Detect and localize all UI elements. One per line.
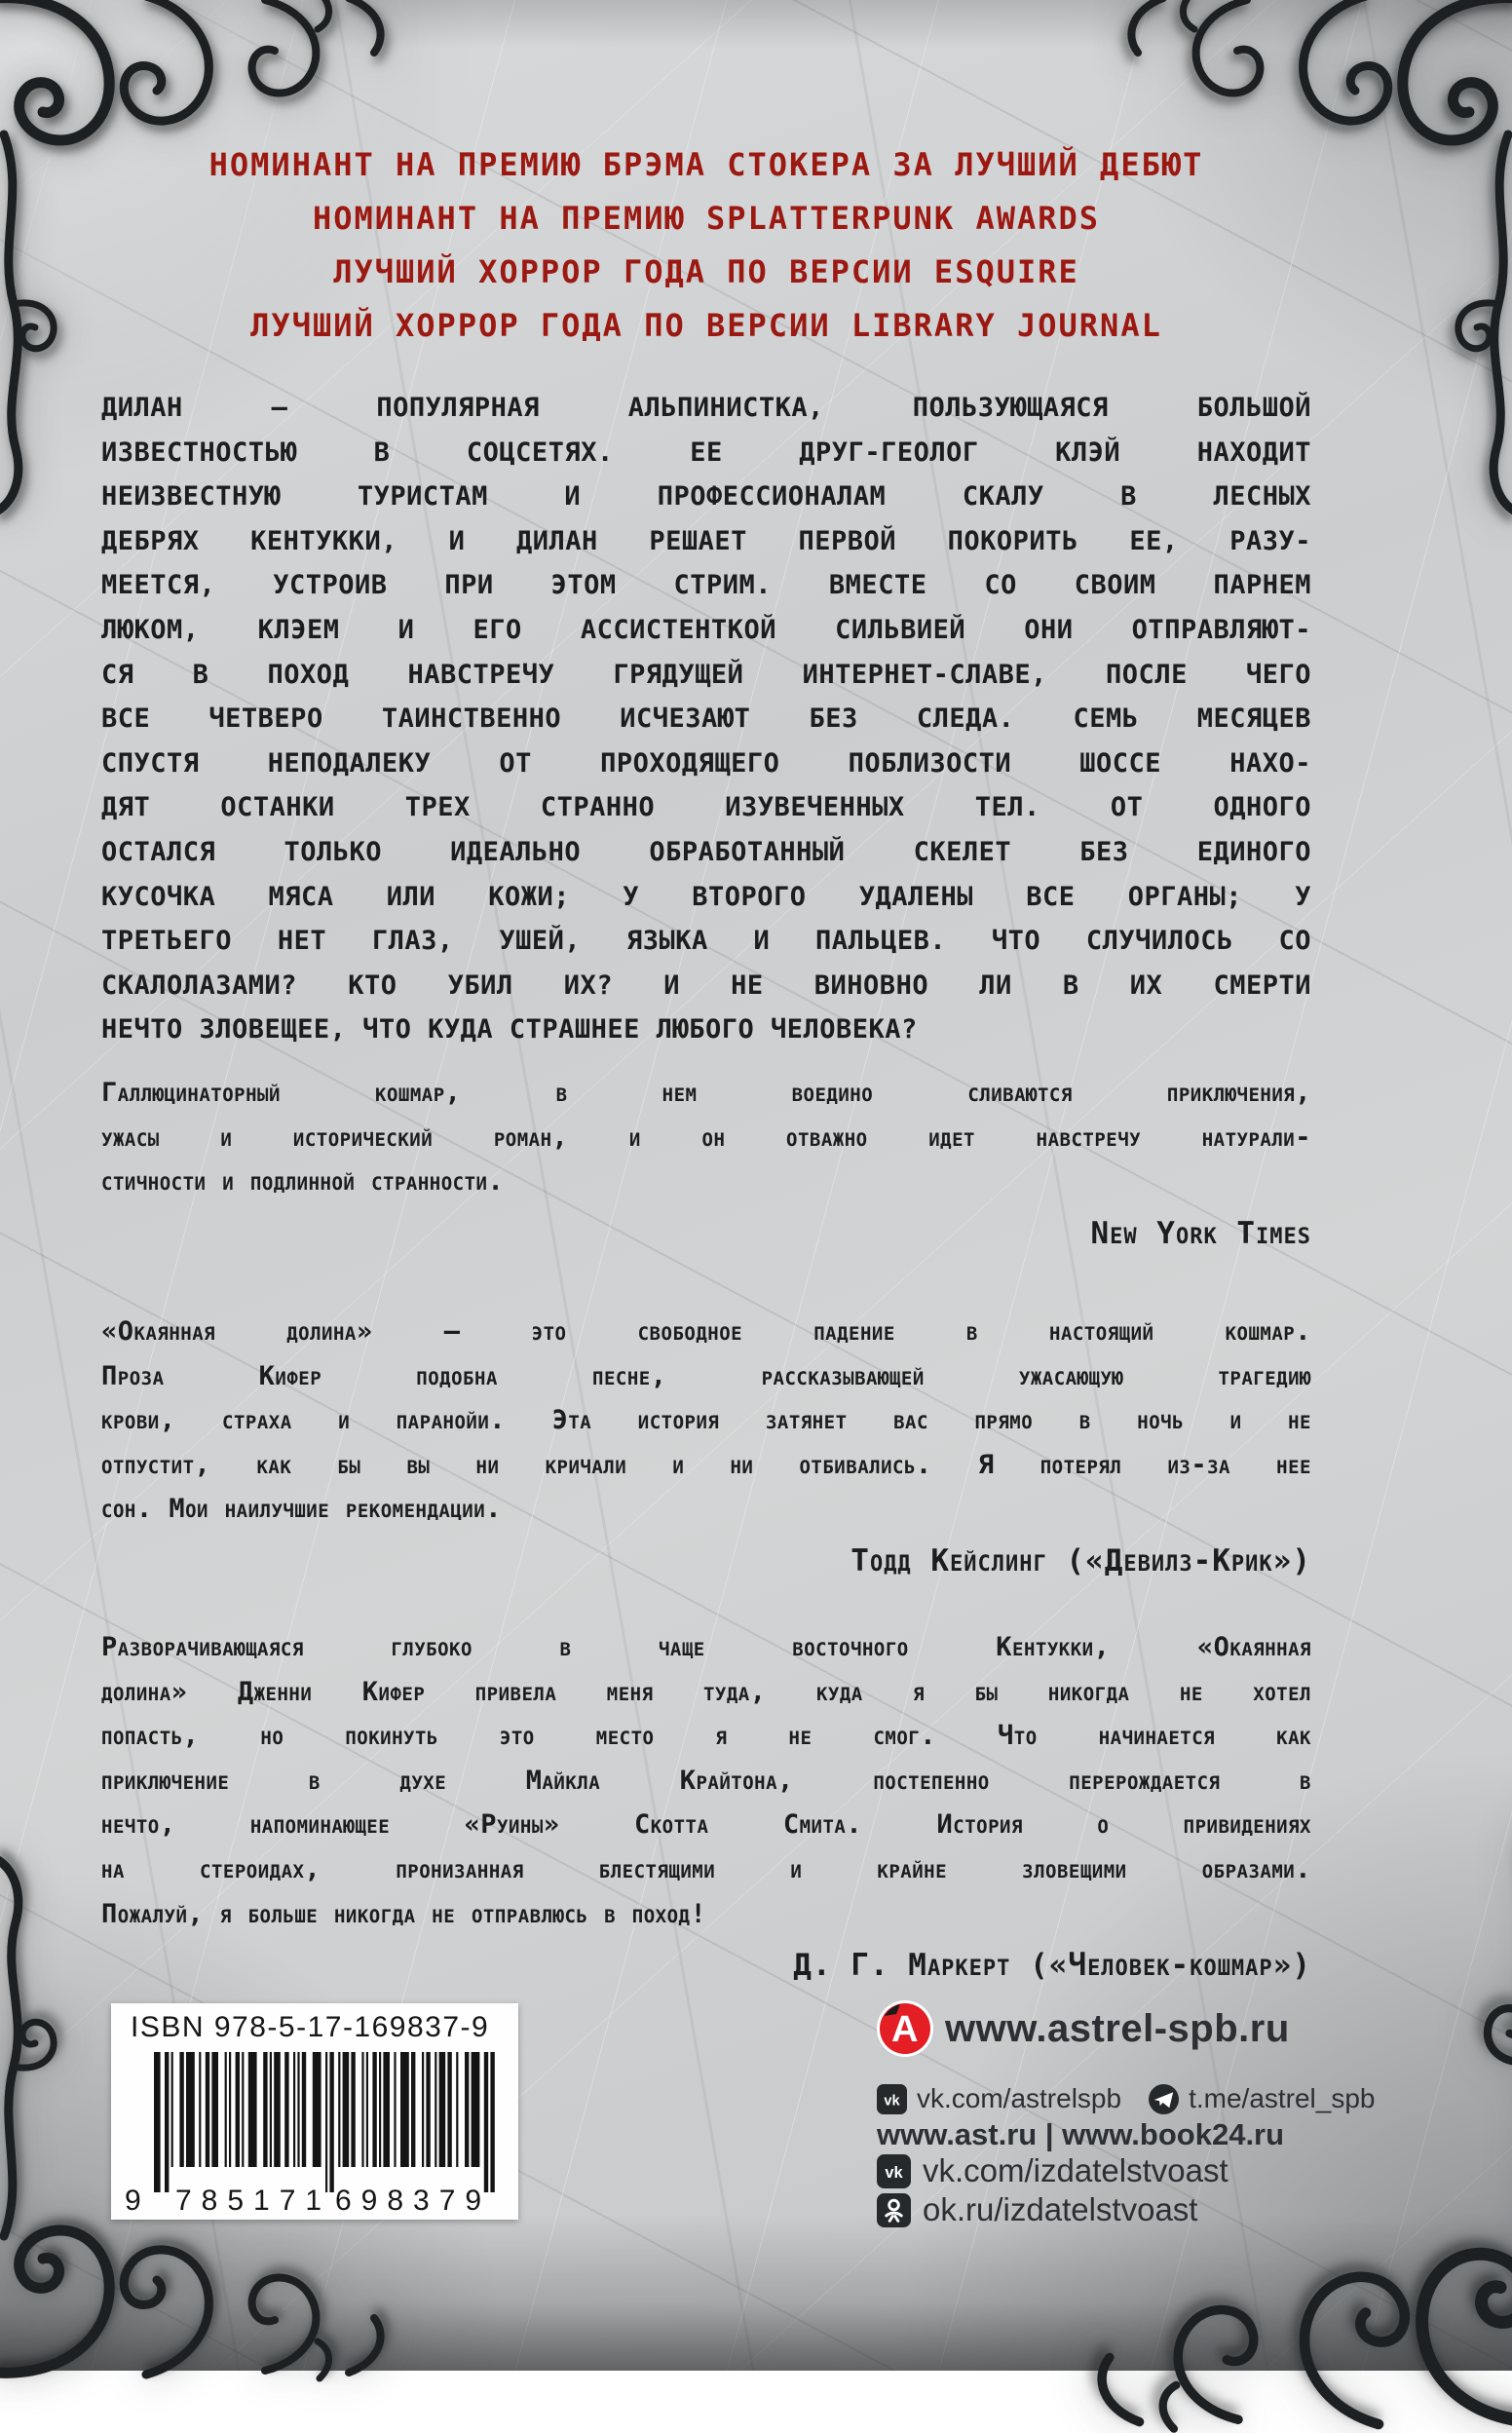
- text-line: ДИЛАН — ПОПУЛЯРНАЯ АЛЬПИНИСТКА, ПОЛЬЗУЮЩАЯСЯ БОЛЬШОЙ: [101, 393, 1311, 423]
- barcode-icon: [154, 2052, 497, 2194]
- barcode-digits: [111, 2185, 518, 2218]
- ast-sites-link: www.ast.ru | www.book24.ru: [877, 2117, 1285, 2151]
- text-line: СКАЛОЛАЗАМИ? КТО УБИЛ ИХ? И НЕ ВИНОВНО ЛИ В ИХ СМЕРТИ: [101, 969, 1311, 1001]
- text-line: приключение в духе Майкла Крайтона, постепенно перерождается в: [101, 1765, 1311, 1796]
- text-line: отпустит, как бы вы ни кричали и ни отбивались. Я потерял из-за нее: [101, 1449, 1311, 1480]
- text-line: крови, страха и паранойи. Эта история затянет вас прямо в ночь и не: [101, 1405, 1311, 1436]
- text-line: на стероидах, пронизанная блестящими и крайне зловещими образами.: [101, 1853, 1311, 1884]
- svg-text:vk: vk: [885, 2163, 903, 2182]
- text-line: ТРЕТЬЕГО НЕТ ГЛАЗ, УШЕЙ, ЯЗЫКА И ПАЛЬЦЕВ. ЧТО СЛУЧИЛОСЬ СО: [101, 926, 1311, 957]
- text-line: «Окаянная долина» — это свободное падение в настоящий кошмар.: [101, 1316, 1311, 1347]
- publisher-site-row: [877, 1999, 1290, 2058]
- publisher-site-link: www.astrel-spb.ru: [945, 2006, 1290, 2050]
- barcode-digit-group: 698379: [335, 2185, 492, 2217]
- text-line: Галлюцинаторный кошмар, в нем воедино сливаются приключения,: [101, 1078, 1311, 1108]
- text-line: ОСТАЛСЯ ТОЛЬКО ИДЕАЛЬНО ОБРАБОТАННЫЙ СКЕЛЕТ БЕЗ ЕДИНОГО: [101, 836, 1311, 867]
- text-line: ВСЕ ЧЕТВЕРО ТАИНСТВЕННО ИСЧЕЗАЮТ БЕЗ СЛЕДА. СЕМЬ МЕСЯЦЕВ: [101, 703, 1311, 735]
- text-line: Пожалуй, я больше никогда не отправлюсь в поход!: [101, 1898, 707, 1929]
- astrel-a-logo-icon: [877, 2000, 933, 2057]
- text-line: ЛУЧШИЙ ХОРРОР ГОДА ПО ВЕРСИИ LIBRARY JOURNAL: [250, 307, 1162, 344]
- review-quote-new-york-times: [101, 1071, 1311, 1256]
- review-attribution: Тодд Кейслинг («Девилз-Крик»): [850, 1542, 1311, 1578]
- text-line: ДЯТ ОСТАНКИ ТРЕХ СТРАННО ИЗУВЕЧЕННЫХ ТЕЛ. ОТ ОДНОГО: [101, 792, 1311, 823]
- svg-text:A: A: [891, 2009, 919, 2050]
- text-line: нечто, напоминающее «Руины» Скотта Смита. История о привидениях: [101, 1809, 1311, 1841]
- isbn-number: ISBN 978-5-17-169837-9: [131, 2011, 490, 2043]
- barcode-digit-group: 9: [125, 2185, 141, 2217]
- text-line: СЯ В ПОХОД НАВСТРЕЧУ ГРЯДУЩЕЙ ИНТЕРНЕТ-СЛАВЕ, ПОСЛЕ ЧЕГО: [101, 659, 1311, 690]
- review-attribution: Д. Г. Маркерт («Человек-кошмар»): [793, 1948, 1311, 1984]
- text-line: ДЕБРЯХ КЕНТУККИ, И ДИЛАН РЕШАЕТ ПЕРВОЙ ПОКОРИТЬ ЕЕ, РАЗУ-: [101, 525, 1311, 556]
- telegram-icon: [1149, 2084, 1179, 2114]
- isbn-barcode: [111, 2003, 518, 2220]
- text-line: НЕЧТО ЗЛОВЕЩЕЕ, ЧТО КУДА СТРАШНЕЕ ЛЮБОГО ЧЕЛОВЕКА?: [101, 1014, 918, 1045]
- barcode-digit-group: 785171: [175, 2185, 332, 2217]
- text-line: НОМИНАНТ НА ПРЕМИЮ БРЭМА СТОКЕРА ЗА ЛУЧШИЙ ДЕБЮТ: [208, 146, 1204, 183]
- award-nominations: [101, 138, 1311, 353]
- telegram-astrel-link: t.me/astrel_spb: [1189, 2083, 1376, 2113]
- text-line: ЛЮКОМ, КЛЭЕМ И ЕГО АССИСТЕНТКОЙ СИЛЬВИЕЙ ОНИ ОТПРАВЛЯЮТ-: [101, 614, 1311, 645]
- text-line: СПУСТЯ НЕПОДАЛЕКУ ОТ ПРОХОДЯЩЕГО ПОБЛИЗОСТИ ШОССЕ НАХО-: [101, 747, 1311, 779]
- quote-lines: [101, 1310, 1311, 1532]
- vk-icon: [877, 2084, 907, 2114]
- vk-ast-link: vk.com/izdatelstvoast: [923, 2152, 1228, 2188]
- text-line: долина» Дженни Кифер привела меня туда, куда я бы никогда не хотел: [101, 1676, 1311, 1707]
- social-row-astrel: [877, 2083, 1376, 2114]
- text-line: стичности и подлинной странности.: [101, 1166, 505, 1197]
- svg-text:vk: vk: [884, 2092, 900, 2109]
- text-line: сон. Мои наилучшие рекомендации.: [101, 1494, 502, 1525]
- text-line: КУСОЧКА МЯСА ИЛИ КОЖИ; У ВТОРОГО УДАЛЕНЫ ВСЕ ОРГАНЫ; У: [101, 881, 1311, 912]
- text-line: ИЗВЕСТНОСТЬЮ В СОЦСЕТЯХ. ЕЕ ДРУГ-ГЕОЛОГ КЛЭЙ НАХОДИТ: [101, 437, 1311, 468]
- synopsis-text: [101, 386, 1311, 1052]
- social-row-ok-ast: [877, 2192, 1197, 2227]
- quote-lines: [101, 1071, 1311, 1204]
- social-row-vk-ast: [877, 2153, 1228, 2188]
- review-quote-markert: [101, 1625, 1311, 1989]
- quote-lines: [101, 1625, 1311, 1936]
- review-quote-todd-keisling: [101, 1310, 1311, 1584]
- text-line: попасть, но покинуть это место я не смог. Что начинается как: [101, 1721, 1311, 1752]
- text-line: НЕИЗВЕСТНУЮ ТУРИСТАМ И ПРОФЕССИОНАЛАМ СКАЛУ В ЛЕСНЫХ: [101, 481, 1311, 513]
- text-line: ужасы и исторический роман, и он отважно идет навстречу натурали-: [101, 1121, 1311, 1153]
- ok-ast-link: ok.ru/izdatelstvoast: [923, 2191, 1198, 2227]
- text-line: ЛУЧШИЙ ХОРРОР ГОДА ПО ВЕРСИИ ESQUIRE: [333, 253, 1079, 290]
- text-line: Проза Кифер подобна песне, рассказывающей ужасающую трагедию: [101, 1360, 1311, 1391]
- review-attribution: New York Times: [1090, 1215, 1311, 1251]
- text-line: Разворачивающаяся глубоко в чаще восточного Кентукки, «Окаянная: [101, 1632, 1311, 1662]
- vk-icon: [877, 2154, 911, 2188]
- text-line: НОМИНАНТ НА ПРЕМИЮ SPLATTERPUNK AWARDS: [312, 200, 1101, 237]
- vk-astrel-link: vk.com/astrelspb: [917, 2083, 1122, 2113]
- text-line: МЕЕТСЯ, УСТРОИВ ПРИ ЭТОМ СТРИМ. ВМЕСТЕ СО СВОИМ ПАРНЕМ: [101, 570, 1311, 601]
- ok-icon: [877, 2193, 911, 2227]
